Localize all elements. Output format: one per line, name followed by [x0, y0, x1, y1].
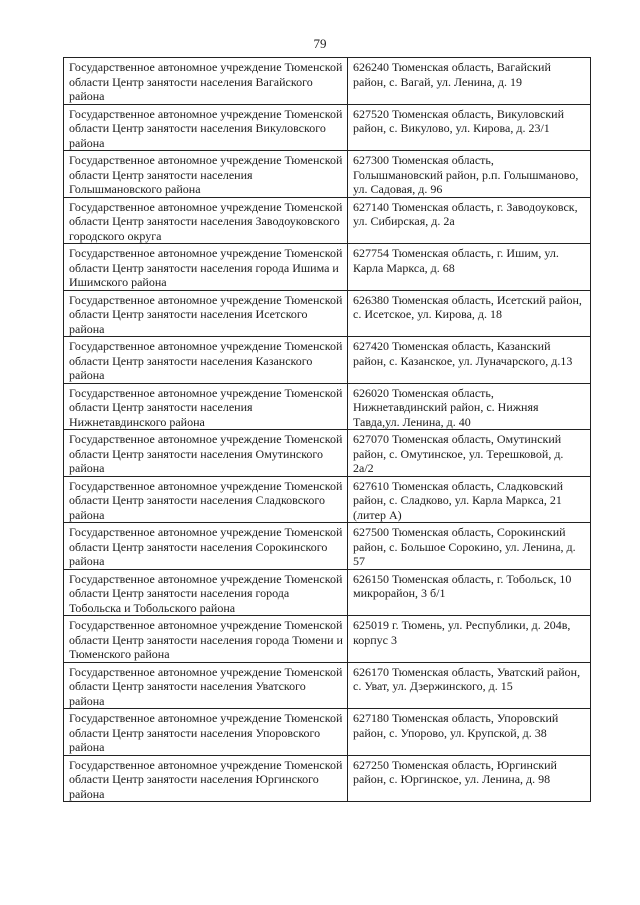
- institution-name-cell: Государственное автономное учреждение Тюменской области Центр занятости населения города Тобольска и Тобольского района: [64, 569, 348, 616]
- employment-centers-table: [63, 57, 591, 802]
- institution-address-cell: 626020 Тюменская область, Нижнетавдинский район, с. Нижняя Тавда,ул. Ленина, д. 40: [348, 383, 591, 430]
- institution-address-cell: 627420 Тюменская область, Казанский район, с. Казанское, ул. Луначарского, д.13: [348, 337, 591, 384]
- table-row: [64, 58, 591, 105]
- table-row: [64, 476, 591, 523]
- institution-name-cell: Государственное автономное учреждение Тюменской области Центр занятости населения города Ишима и Ишимского района: [64, 244, 348, 291]
- institution-address-cell: 625019 г. Тюмень, ул. Республики, д. 204в, корпус 3: [348, 616, 591, 663]
- institution-address-cell: 626240 Тюменская область, Вагайский район, с. Вагай, ул. Ленина, д. 19: [348, 58, 591, 105]
- institution-name-cell: Государственное автономное учреждение Тюменской области Центр занятости населения Уватского района: [64, 662, 348, 709]
- table-row: [64, 662, 591, 709]
- institution-name-cell: Государственное автономное учреждение Тюменской области Центр занятости населения Сорокинского района: [64, 523, 348, 570]
- institution-name-cell: Государственное автономное учреждение Тюменской области Центр занятости населения Заводоуковского городского округа: [64, 197, 348, 244]
- institution-address-cell: 627300 Тюменская область, Голышмановский район, р.п. Голышманово, ул. Садовая, д. 96: [348, 151, 591, 198]
- institution-name-cell: Государственное автономное учреждение Тюменской области Центр занятости населения Упоровского района: [64, 709, 348, 756]
- table-row: [64, 709, 591, 756]
- institution-address-cell: 627180 Тюменская область, Упоровский район, с. Упорово, ул. Крупской, д. 38: [348, 709, 591, 756]
- institution-name-cell: Государственное автономное учреждение Тюменской области Центр занятости населения Викуловского района: [64, 104, 348, 151]
- institution-name-cell: Государственное автономное учреждение Тюменской области Центр занятости населения Омутинского района: [64, 430, 348, 477]
- table-row: [64, 337, 591, 384]
- page-number: 79: [313, 36, 327, 51]
- table-row: [64, 290, 591, 337]
- institution-address-cell: 627754 Тюменская область, г. Ишим, ул. Карла Маркса, д. 68: [348, 244, 591, 291]
- institution-name-cell: Государственное автономное учреждение Тюменской области Центр занятости населения Сладковского района: [64, 476, 348, 523]
- table-row: [64, 616, 591, 663]
- institution-name-cell: Государственное автономное учреждение Тюменской области Центр занятости населения Исетского района: [64, 290, 348, 337]
- institution-address-cell: 627500 Тюменская область, Сорокинский район, с. Большое Сорокино, ул. Ленина, д. 57: [348, 523, 591, 570]
- table-row: [64, 523, 591, 570]
- table-row: [64, 151, 591, 198]
- institution-address-cell: 627070 Тюменская область, Омутинский район, с. Омутинское, ул. Терешковой, д. 2а/2: [348, 430, 591, 477]
- institution-name-cell: Государственное автономное учреждение Тюменской области Центр занятости населения Казанского района: [64, 337, 348, 384]
- institution-address-cell: 627250 Тюменская область, Юргинский район, с. Юргинское, ул. Ленина, д. 98: [348, 755, 591, 802]
- table-row: [64, 383, 591, 430]
- institution-address-cell: 627140 Тюменская область, г. Заводоуковск, ул. Сибирская, д. 2а: [348, 197, 591, 244]
- table-row: [64, 430, 591, 477]
- table-row: [64, 244, 591, 291]
- institution-name-cell: Государственное автономное учреждение Тюменской области Центр занятости населения города Тюмени и Тюменского района: [64, 616, 348, 663]
- institution-name-cell: Государственное автономное учреждение Тюменской области Центр занятости населения Юргинского района: [64, 755, 348, 802]
- table-row: [64, 197, 591, 244]
- institution-name-cell: Государственное автономное учреждение Тюменской области Центр занятости населения Нижнетавдинского района: [64, 383, 348, 430]
- institution-name-cell: Государственное автономное учреждение Тюменской области Центр занятости населения Голышмановского района: [64, 151, 348, 198]
- table-row: [64, 104, 591, 151]
- table-body: [64, 58, 591, 802]
- institution-address-cell: 626150 Тюменская область, г. Тобольск, 10 микрорайон, 3 б/1: [348, 569, 591, 616]
- institution-name-cell: Государственное автономное учреждение Тюменской области Центр занятости населения Вагайского района: [64, 58, 348, 105]
- table-row: [64, 569, 591, 616]
- institution-address-cell: 627610 Тюменская область, Сладковский район, с. Сладково, ул. Карла Маркса, 21 (литер А): [348, 476, 591, 523]
- institution-address-cell: 627520 Тюменская область, Викуловский район, с. Викулово, ул. Кирова, д. 23/1: [348, 104, 591, 151]
- institution-address-cell: 626170 Тюменская область, Уватский район, с. Уват, ул. Дзержинского, д. 15: [348, 662, 591, 709]
- table-row: [64, 755, 591, 802]
- institution-address-cell: 626380 Тюменская область, Исетский район, с. Исетское, ул. Кирова, д. 18: [348, 290, 591, 337]
